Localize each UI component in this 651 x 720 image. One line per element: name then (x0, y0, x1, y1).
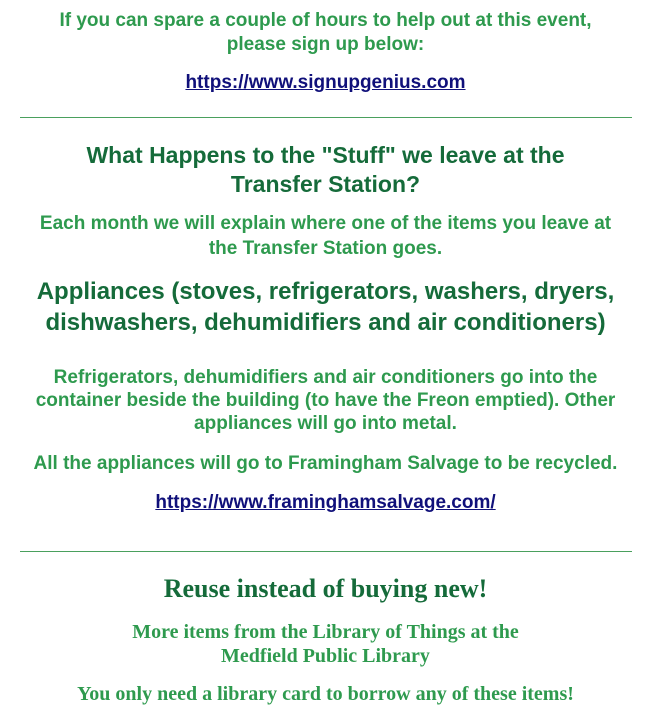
salvage-link-wrapper (0, 491, 651, 515)
library-sub-line-1: More items from the Library of Things at the (132, 621, 519, 643)
transfer-heading-line-1: What Happens to the "Stuff" we leave at the (86, 142, 565, 168)
divider-1 (20, 117, 632, 118)
signupgenius-link[interactable]: https://www.signupgenius.com (185, 72, 466, 93)
library-sub-line-2: Medfield Public Library (221, 645, 430, 667)
framingham-salvage-link[interactable]: https://www.framinghamsalvage.com/ (155, 492, 496, 513)
signup-link-wrapper (0, 71, 651, 95)
transfer-station-subtext (0, 211, 651, 261)
appliances-heading (0, 276, 651, 338)
transfer-station-heading (0, 141, 651, 199)
transfer-sub-line-1: Each month we will explain where one of the items you leave at (39, 213, 612, 234)
appliances-para-line-1: Refrigerators, dehumidifiers and air conditioners go into the (53, 367, 598, 388)
reuse-heading: Reuse instead of buying new! (163, 574, 488, 603)
transfer-sub-line-2: the Transfer Station goes. (208, 238, 443, 259)
appliances-para-line-2: container beside the building (to have the Freon emptied). Other (35, 390, 616, 411)
appliances-para-line-3: appliances will go into metal. (194, 413, 457, 434)
recycle-text: All the appliances will go to Framingham Salvage to be recycled. (33, 453, 618, 474)
divider-2 (20, 551, 632, 552)
appliances-heading-line-1: Appliances (stoves, refrigerators, washers, dryers, (36, 278, 615, 305)
appliances-heading-line-2: dishwashers, dehumidifiers and air conditioners) (45, 309, 606, 336)
appliances-paragraph (0, 366, 651, 435)
transfer-heading-line-2: Transfer Station? (230, 171, 421, 197)
signup-intro-text (0, 9, 651, 57)
signup-intro-line-2: please sign up below: (226, 34, 425, 55)
signup-intro-line-1: If you can spare a couple of hours to help out at this event, (59, 10, 592, 31)
library-of-things-text (0, 620, 651, 668)
library-card-note: You only need a library card to borrow any of these items! (77, 683, 574, 705)
